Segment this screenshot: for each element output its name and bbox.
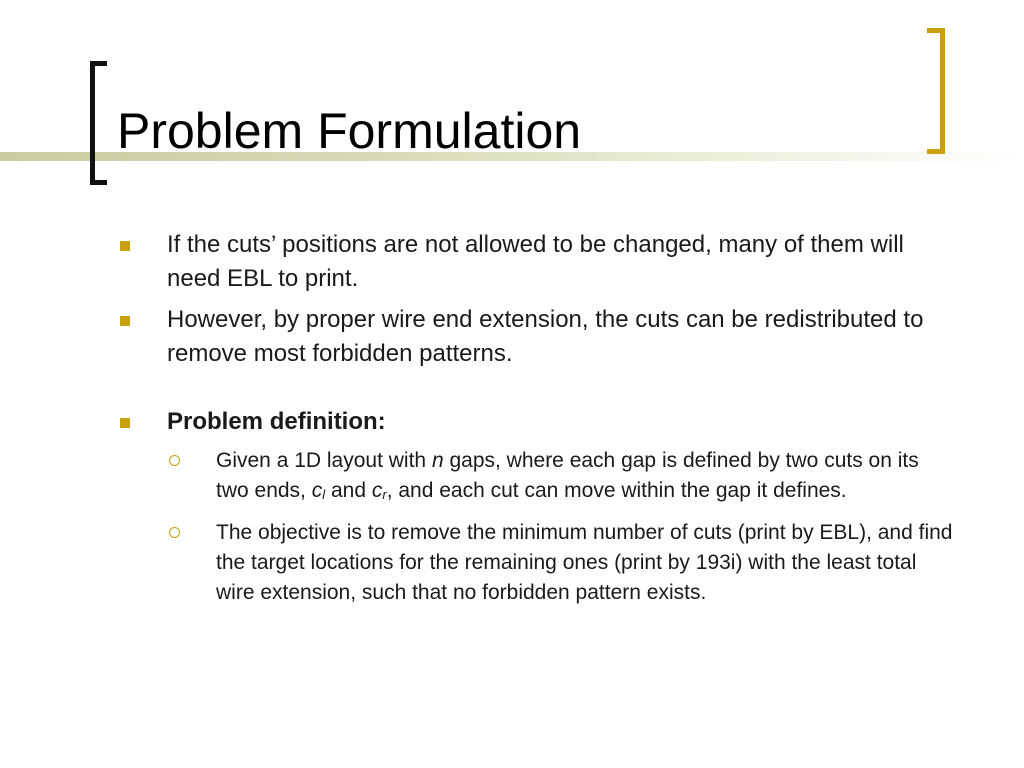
- circle-bullet-icon: [169, 455, 180, 466]
- sub-bullet-item: [216, 446, 962, 510]
- slide-content: [112, 228, 962, 616]
- slide-title: Problem Formulation: [117, 103, 582, 159]
- text-fragment: gaps, where each gap is defined by two cuts on its two ends,: [216, 449, 919, 502]
- square-bullet-icon: [120, 241, 130, 251]
- square-bullet-icon: [120, 316, 130, 326]
- left-bracket-decoration: [90, 61, 107, 185]
- sub-bullet-item: [216, 518, 962, 608]
- bullet-item: [112, 405, 962, 439]
- square-bullet-icon: [120, 418, 130, 428]
- bullet-text: However, by proper wire end extension, the cuts can be redistributed to remove most forbidden patterns.: [167, 306, 924, 367]
- sub-bullet-text: [216, 446, 956, 510]
- sub-bullet-text: The objective is to remove the minimum number of cuts (print by EBL), and find the target locations for the remaining ones (print by 193i) with the least total wire extension, such that no forbidden pattern exists.: [216, 521, 953, 604]
- text-fragment: and: [325, 479, 372, 502]
- variable-cl: c: [311, 479, 323, 502]
- variable-n: n: [431, 449, 444, 472]
- text-fragment: Given a 1D layout with: [216, 449, 432, 472]
- subscript-l: l: [322, 487, 326, 502]
- variable-cr: c: [371, 479, 383, 502]
- right-bracket-decoration: [927, 28, 945, 154]
- subscript-r: r: [382, 487, 387, 502]
- bullet-heading: Problem definition:: [167, 408, 386, 435]
- text-fragment: , and each cut can move within the gap it defines.: [386, 479, 847, 502]
- circle-bullet-icon: [169, 527, 180, 538]
- bullet-text: If the cuts’ positions are not allowed to be changed, many of them will need EBL to print.: [167, 231, 904, 292]
- bullet-item: [112, 228, 962, 296]
- bullet-item: [112, 303, 962, 371]
